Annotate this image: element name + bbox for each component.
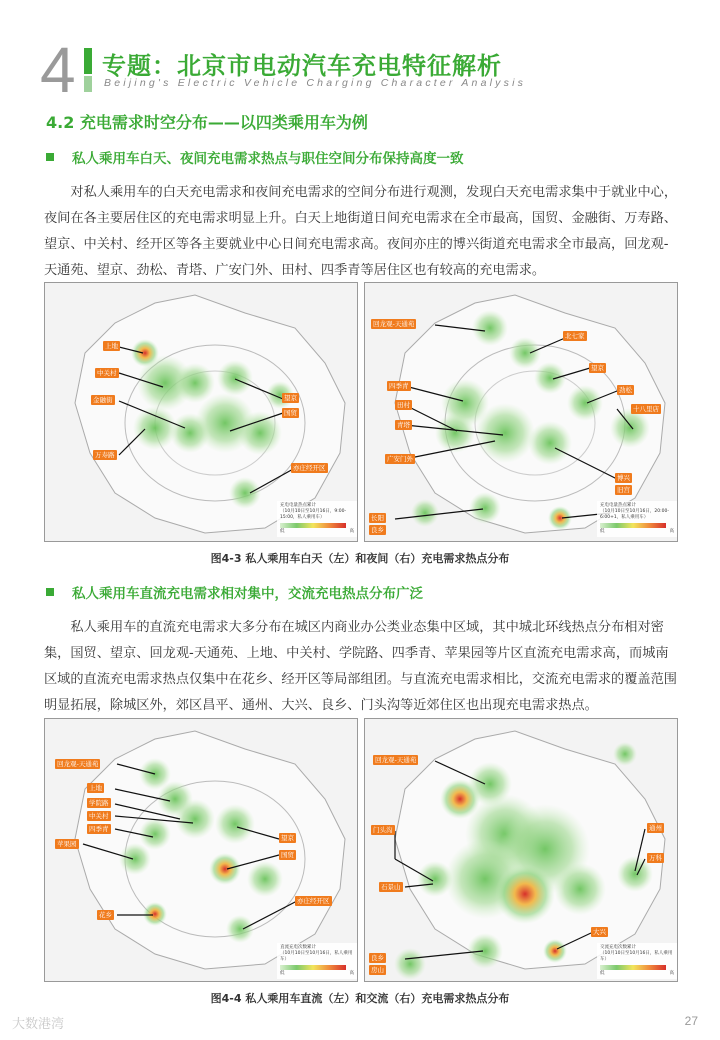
paragraph-1: 对私人乘用车的白天充电需求和夜间充电需求的空间分布进行观测，发现白天充电需求集中于就业中心，夜间在各主要居住区的充电需求明显上升。白天上地街道日间充电需求在全市最高，国贸、金融街、万寿路、望京、中关村、经开区等各主要就业中心日间充电需求高。夜间亦庄的博兴街道充电需求全市最高，回龙观-天通苑、望京、劲松、青塔、广安门外、田村、四季青等居住区也有较高的充电需求。 bbox=[44, 185, 678, 278]
map-label: 博兴 bbox=[617, 474, 630, 482]
map-label: 十八里店 bbox=[633, 405, 659, 413]
map-label: 回龙观-天通苑 bbox=[375, 756, 417, 764]
map-label: 四季青 bbox=[389, 382, 409, 390]
map-label: 花乡 bbox=[99, 911, 112, 919]
legend-low: 低 bbox=[600, 529, 605, 534]
map-dc-demand bbox=[44, 718, 358, 982]
legend-title: 充电电量热点累计 bbox=[600, 503, 636, 508]
section-title: 4.2 充电需求时空分布——以四类乘用车为例 bbox=[46, 113, 368, 132]
legend-high: 高 bbox=[669, 971, 674, 976]
legend-high: 高 bbox=[669, 529, 674, 534]
chapter-subtitle: Beijing's Electric Vehicle Charging Character Analysis bbox=[104, 77, 527, 89]
map-label: 苹果园 bbox=[57, 840, 77, 848]
map-label: 望京 bbox=[281, 834, 294, 842]
figure-caption-4-3: 图4-3 私人乘用车白天（左）和夜间（右）充电需求热点分布 bbox=[210, 552, 510, 565]
map-label: 中关村 bbox=[89, 812, 109, 820]
chapter-accent-bar-light bbox=[84, 76, 92, 92]
map-label: 北七家 bbox=[565, 332, 585, 340]
map-legend bbox=[277, 943, 357, 979]
map-label: 万寿路 bbox=[95, 451, 115, 459]
map-label: 中关村 bbox=[97, 369, 117, 377]
legend-high: 高 bbox=[349, 971, 354, 976]
subsection-heading-1 bbox=[46, 147, 464, 167]
map-legend bbox=[277, 501, 357, 537]
chapter-title: 专题：北京市电动汽车充电特征解析 bbox=[102, 52, 502, 80]
paragraph-2: 私人乘用车的直流充电需求大多分布在城区内商业办公类业态集中区域，其中城北环线热点分布相对密集，国贸、望京、回龙观-天通苑、上地、中关村、学院路、四季青、苹果园等片区直流充电需求高，而城南区域的直流充电需求热点仅集中在花乡、经开区等局部组团。与直流充电需求相比，交流充电需求的覆盖范围明显拓展，除城区外，郊区昌平、通州、大兴、良乡、门头沟等近郊住区也出现充电需求热点。 bbox=[44, 620, 677, 713]
map-daytime-demand bbox=[44, 282, 358, 542]
map-label: 金融街 bbox=[93, 396, 113, 404]
legend-color-bar bbox=[280, 523, 346, 528]
legend-color-bar bbox=[600, 965, 666, 970]
map-label: 石景山 bbox=[381, 883, 401, 891]
map-label: 青塔 bbox=[397, 421, 410, 429]
legend-high: 高 bbox=[349, 529, 354, 534]
legend-title: 交流充电次数累计 bbox=[600, 945, 636, 950]
map-label: 旧宫 bbox=[617, 486, 630, 494]
map-label: 田村 bbox=[397, 401, 410, 409]
map-label: 大兴 bbox=[593, 928, 606, 936]
map-label: 望京 bbox=[591, 364, 604, 372]
map-label: 良乡 bbox=[371, 954, 384, 962]
map-label: 通州 bbox=[649, 824, 662, 832]
legend-low: 低 bbox=[280, 971, 285, 976]
map-label: 望京 bbox=[284, 394, 297, 402]
map-label: 长阳 bbox=[371, 514, 384, 522]
legend-title: 充电电量热点累计 bbox=[280, 503, 316, 508]
legend-note: （10月10日至10月16日，私人乘用车） bbox=[600, 951, 673, 962]
chapter-number: 4 bbox=[40, 34, 76, 106]
subsection-heading-2 bbox=[46, 582, 423, 602]
map-label: 良乡 bbox=[371, 526, 384, 534]
map-label: 房山 bbox=[371, 966, 384, 974]
legend-title: 直流充电次数累计 bbox=[280, 945, 316, 950]
legend-note: （10月10日至10月16日，私人乘用车） bbox=[280, 951, 353, 962]
map-label: 回龙观-天通苑 bbox=[373, 320, 415, 328]
chapter-accent-bar bbox=[84, 48, 92, 74]
map-label: 上地 bbox=[105, 342, 118, 350]
figure-caption-4-4: 图4-4 私人乘用车直流（左）和交流（右）充电需求热点分布 bbox=[210, 992, 510, 1005]
watermark: 大数港湾 bbox=[12, 1017, 65, 1032]
map-label: 亦庄经开区 bbox=[297, 897, 330, 905]
map-label: 万科 bbox=[649, 854, 662, 862]
map-legend bbox=[597, 501, 677, 537]
map-ac-demand bbox=[364, 718, 678, 982]
legend-low: 低 bbox=[280, 529, 285, 534]
map-label: 国贸 bbox=[281, 851, 294, 859]
subsection-heading-1-text: 私人乘用车白天、夜间充电需求热点与职住空间分布保持高度一致 bbox=[72, 151, 464, 167]
map-label: 上地 bbox=[89, 784, 102, 792]
map-label: 学院路 bbox=[89, 799, 109, 807]
map-label: 亦庄经开区 bbox=[293, 464, 326, 472]
legend-color-bar bbox=[280, 965, 346, 970]
bullet-square-icon bbox=[46, 153, 54, 161]
map-nighttime-demand bbox=[364, 282, 678, 542]
map-label: 广安门外 bbox=[387, 455, 413, 463]
map-label: 国贸 bbox=[284, 409, 297, 417]
bullet-square-icon bbox=[46, 588, 54, 596]
legend-low: 低 bbox=[600, 971, 605, 976]
page-number: 27 bbox=[684, 1014, 698, 1028]
map-legend bbox=[597, 943, 677, 979]
legend-note: （10月10日至10月16日，20:00-6:00+1，私人乘用车） bbox=[600, 509, 669, 520]
legend-color-bar bbox=[600, 523, 666, 528]
legend-note: （10月10日至10月16日，9:00-15:00，私人乘用车） bbox=[280, 509, 347, 520]
map-label: 门头沟 bbox=[373, 826, 393, 834]
map-label: 回龙观-天通苑 bbox=[57, 760, 99, 768]
map-label: 劲松 bbox=[619, 386, 632, 394]
map-label: 四季青 bbox=[89, 825, 109, 833]
subsection-heading-2-text: 私人乘用车直流充电需求相对集中，交流充电热点分布广泛 bbox=[72, 586, 423, 602]
